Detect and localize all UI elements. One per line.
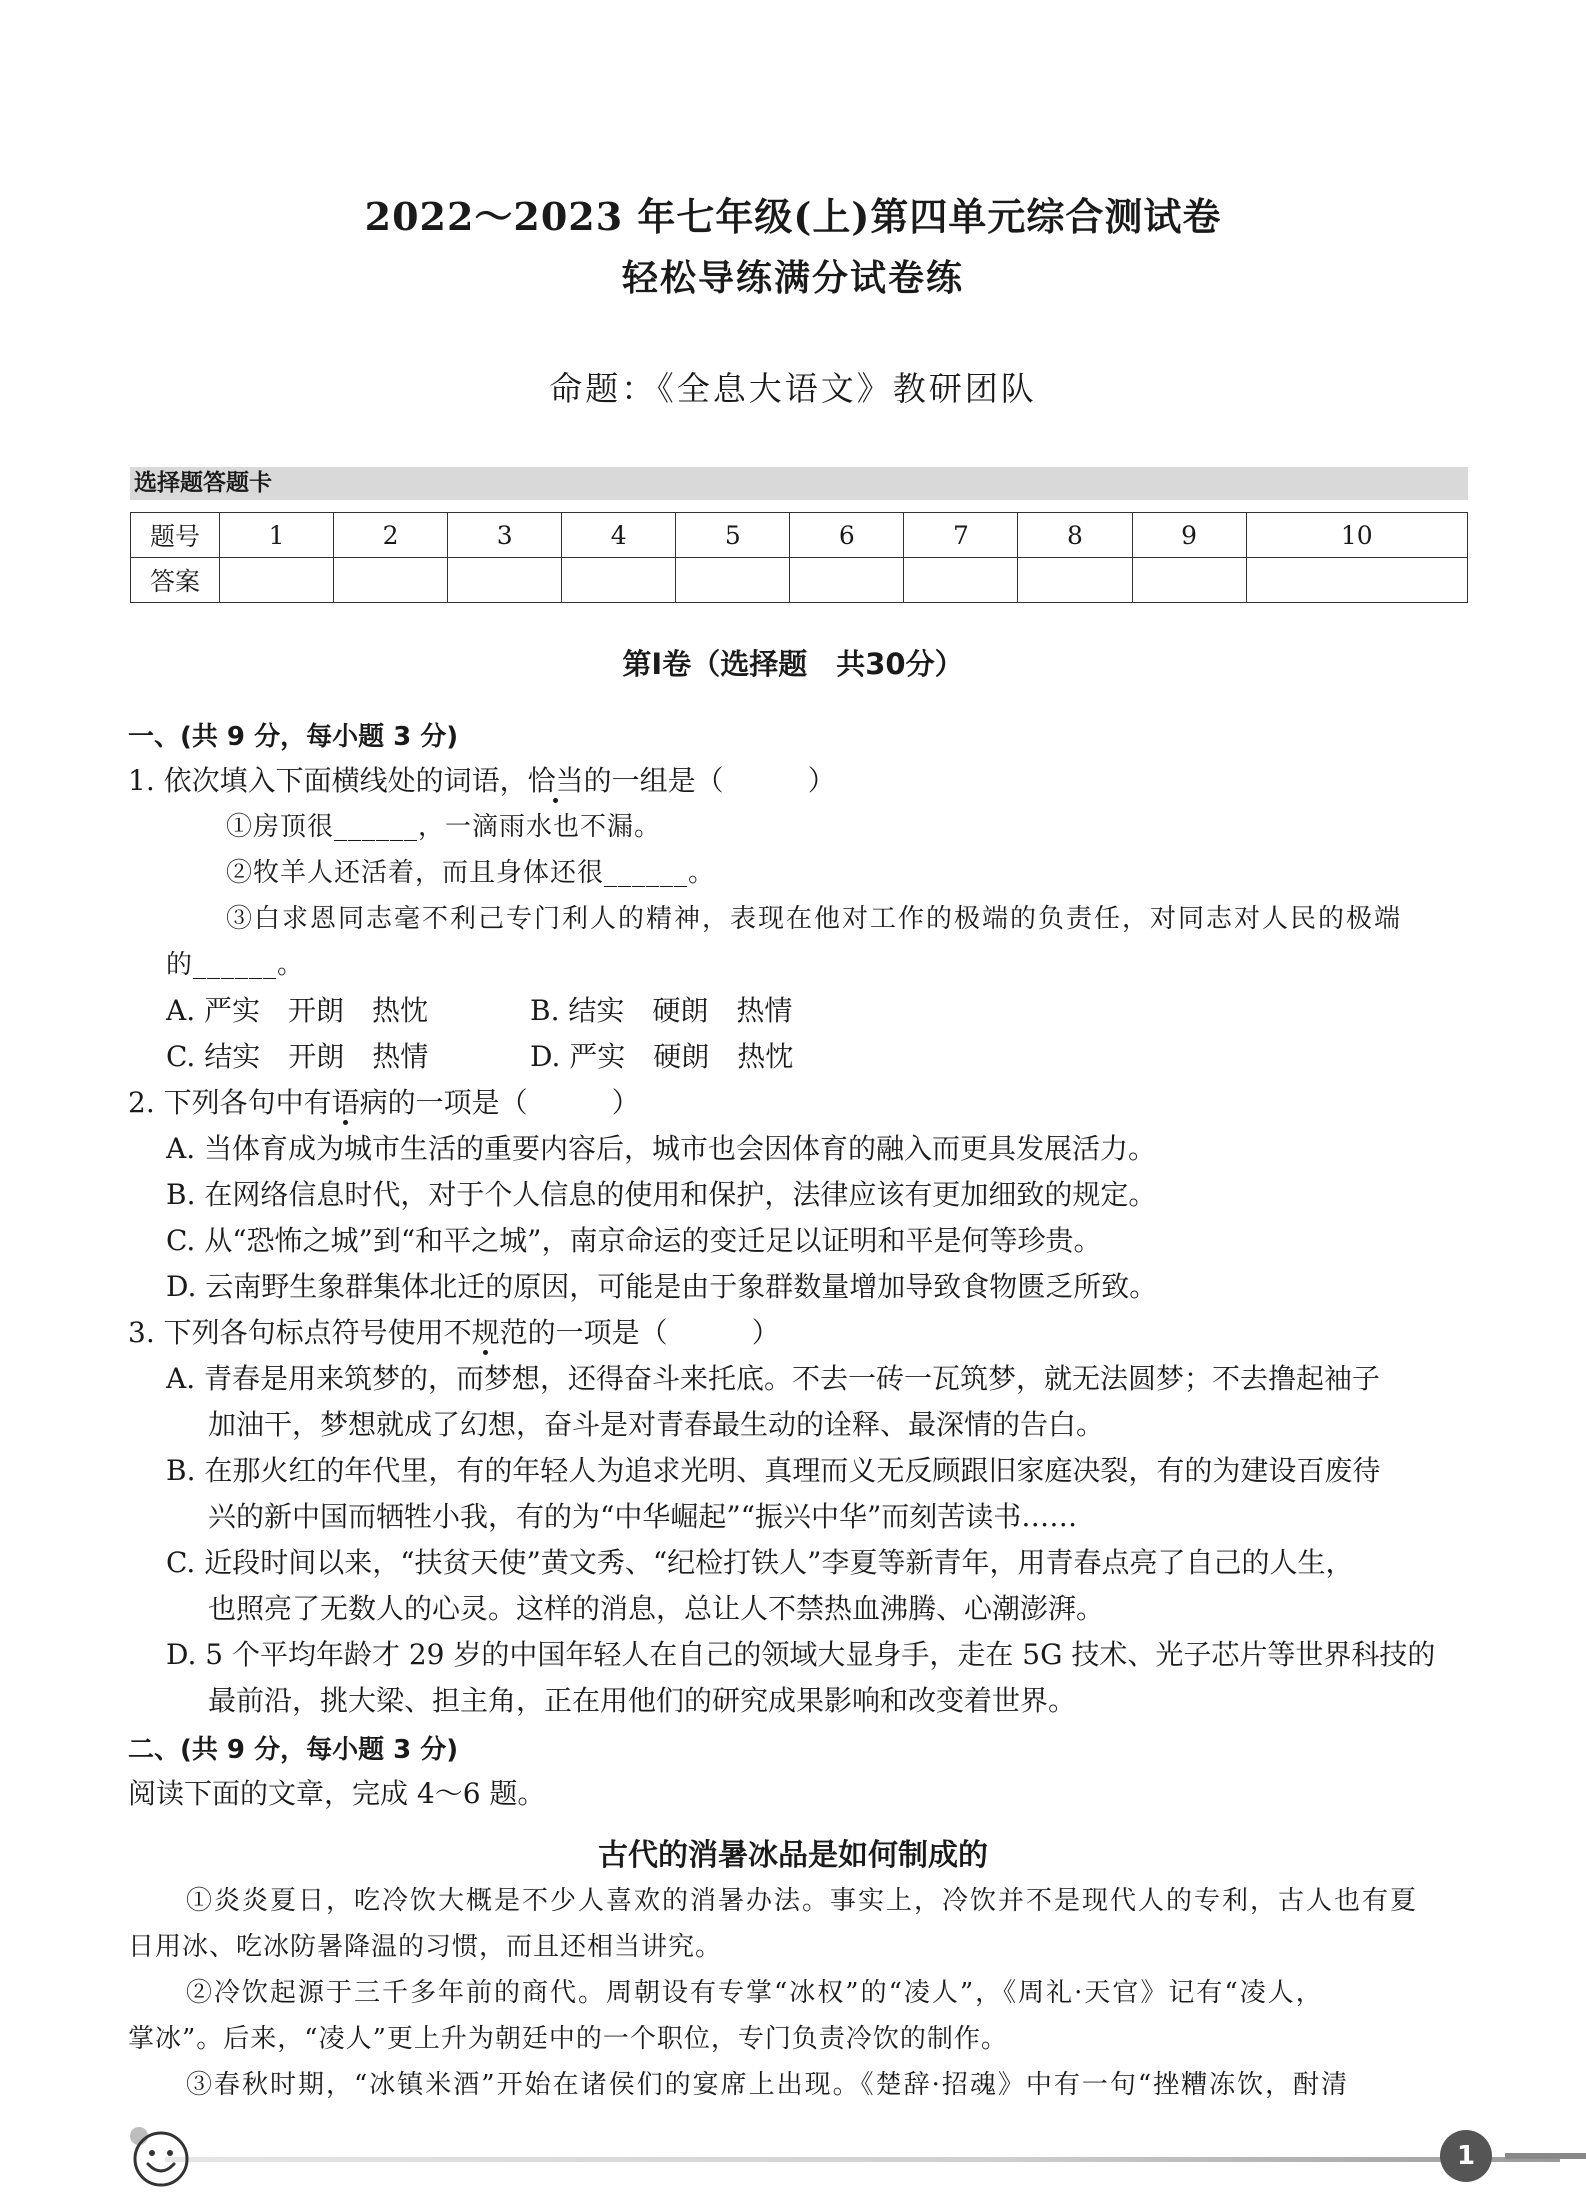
smiley-icon xyxy=(130,2128,192,2190)
answer-cell[interactable] xyxy=(790,558,904,603)
answer-card-number-row xyxy=(131,513,1468,558)
question-number-cell: 6 xyxy=(790,513,904,558)
question-number-cell: 10 xyxy=(1246,513,1467,558)
q1-emphasis: 恰当 xyxy=(527,764,584,797)
q3-option-b: B. 在那火红的年代里，有的年轻人为追求光明、真理而义无反顾跟旧家庭决裂，有的为建设百废待 xyxy=(166,1454,1381,1487)
question-number-cell: 3 xyxy=(448,513,562,558)
answer-cell[interactable] xyxy=(1246,558,1467,603)
part2-heading: 二、(共 9 分，每小题 3 分) xyxy=(128,1735,459,1765)
question-number-cell: 2 xyxy=(334,513,448,558)
q1-sentence-3-cont: 的______。 xyxy=(166,950,305,980)
question-number-cell: 4 xyxy=(562,513,676,558)
answer-cell[interactable] xyxy=(220,558,334,603)
q2-option-d: D. 云南野生象群集体北迁的原因，可能是由于象群数量增加导致食物匮乏所致。 xyxy=(166,1270,1158,1303)
q2-stem xyxy=(128,1081,640,1121)
article-paragraph-2-cont: 掌冰”。后来，“凌人”更上升为朝廷中的一个职位，专门负责冷饮的制作。 xyxy=(128,2024,1008,2054)
answer-card-answer-row xyxy=(131,558,1468,603)
q1-option-d: D. 严实 硬朗 热忱 xyxy=(530,1040,794,1073)
q3-stem-text: 3. 下列各句标点符号使用 xyxy=(128,1316,444,1349)
answer-cell[interactable] xyxy=(676,558,790,603)
answer-card-heading: 选择题答题卡 xyxy=(130,467,1468,500)
q1-sentence-2: ②牧羊人还活着，而且身体还很______。 xyxy=(226,858,716,888)
q3-option-d-cont: 最前沿，挑大梁、担主角，正在用他们的研究成果影响和改变着世界。 xyxy=(208,1684,1077,1717)
question-number-cell: 8 xyxy=(1018,513,1132,558)
q2-stem-text-end: 的一项是（ ） xyxy=(387,1086,640,1119)
question-number-cell: 1 xyxy=(220,513,334,558)
answer-row-label: 答案 xyxy=(131,558,220,603)
answer-cell[interactable] xyxy=(904,558,1018,603)
footer-rule xyxy=(165,2157,1560,2162)
q3-option-d: D. 5 个平均年龄才 29 岁的中国年轻人在自己的领域大显身手，走在 5G 技术、光子芯片等世界科技的 xyxy=(166,1638,1436,1671)
q3-option-b-cont: 兴的新中国而牺牲小我，有的为“中华崛起”“振兴中华”而刻苦读书…… xyxy=(208,1500,1078,1533)
q3-option-c-cont: 也照亮了无数人的心灵。这样的消息，总让人不禁热血沸腾、心潮澎湃。 xyxy=(208,1592,1105,1625)
q3-stem-text-end: 的一项是（ ） xyxy=(527,1316,780,1349)
answer-cell[interactable] xyxy=(562,558,676,603)
q2-option-c: C. 从“恐怖之城”到“和平之城”，南京命运的变迁足以证明和平是何等珍贵。 xyxy=(166,1224,1102,1257)
article-title: 古代的消暑冰品是如何制成的 xyxy=(598,1838,988,1873)
author-line: 命题：《全息大语文》教研团队 xyxy=(549,369,1037,408)
article-paragraph-2: ②冷饮起源于三千多年前的商代。周朝设有专掌“冰权”的“凌人”，《周礼·天官》记有“凌人， xyxy=(186,1978,1324,2008)
q1-sentence-1: ①房顶很______，一滴雨水也不漏。 xyxy=(226,812,662,842)
q3-stem xyxy=(128,1311,780,1351)
q2-emphasis: 有语病 xyxy=(303,1086,388,1119)
article-paragraph-3: ③春秋时期，“冰镇米酒”开始在诸侯们的宴席上出现。《楚辞·招魂》中有一句“挫糟冻饮，酎清 xyxy=(186,2070,1350,2100)
q2-option-b: B. 在网络信息时代，对于个人信息的使用和保护，法律应该有更加细致的规定。 xyxy=(166,1178,1157,1211)
q3-option-a: A. 青春是用来筑梦的，而梦想，还得奋斗来托底。不去一砖一瓦筑梦，就无法圆梦；不去撸起袖子 xyxy=(166,1362,1381,1395)
q2-stem-text: 2. 下列各句中 xyxy=(128,1086,304,1119)
q1-options-row-1 xyxy=(166,989,792,1029)
answer-card-table xyxy=(130,512,1468,603)
q3-option-a-cont: 加油干，梦想就成了幻想，奋斗是对青春最生动的诠释、最深情的告白。 xyxy=(208,1408,1105,1441)
q1-stem-text: 1. 依次填入下面横线处的词语， xyxy=(128,764,528,797)
article-paragraph-1: ①炎炎夏日，吃冷饮大概是不少人喜欢的消暑办法。事实上，冷饮并不是现代人的专利，古人也有夏 xyxy=(186,1886,1419,1916)
question-number-cell: 9 xyxy=(1132,513,1246,558)
q1-sentence-3: ③白求恩同志毫不利己专门利人的精神，表现在他对工作的极端的负责任，对同志对人民的极端 xyxy=(226,904,1403,934)
q3-option-c: C. 近段时间以来，“扶贫天使”黄文秀、“纪检打铁人”李夏等新青年，用青春点亮了自己的人生， xyxy=(166,1546,1354,1579)
q1-option-c: C. 结实 开朗 热情 xyxy=(166,1040,429,1073)
volume-title: 第Ⅰ卷（选择题 共30分） xyxy=(622,647,964,681)
q1-option-a: A. 严实 开朗 热忱 xyxy=(166,994,429,1027)
answer-cell[interactable] xyxy=(1132,558,1246,603)
exam-title: 2022～2023 年七年级(上)第四单元综合测试卷 xyxy=(364,194,1222,239)
number-row-label: 题号 xyxy=(131,513,220,558)
part1-heading: 一、(共 9 分，每小题 3 分) xyxy=(128,722,459,752)
answer-cell[interactable] xyxy=(1018,558,1132,603)
question-number-cell: 7 xyxy=(904,513,1018,558)
q1-stem xyxy=(128,759,836,799)
answer-cell[interactable] xyxy=(448,558,562,603)
q1-stem-text-end: 的一组是（ ） xyxy=(583,764,836,797)
part2-intro: 阅读下面的文章，完成 4～6 题。 xyxy=(128,1777,546,1810)
question-number-cell: 5 xyxy=(676,513,790,558)
page-number: 1 xyxy=(1440,2130,1492,2182)
q3-emphasis: 不规范 xyxy=(443,1316,528,1349)
q1-option-b: B. 结实 硬朗 热情 xyxy=(530,994,793,1027)
q2-option-a: A. 当体育成为城市生活的重要内容后，城市也会因体育的融入而更具发展活力。 xyxy=(166,1132,1157,1165)
q1-options-row-2 xyxy=(166,1035,793,1075)
article-paragraph-1-cont: 日用冰、吃冰防暑降温的习惯，而且还相当讲究。 xyxy=(128,1932,723,1962)
footer-rule-end xyxy=(1505,2153,1586,2159)
answer-cell[interactable] xyxy=(334,558,448,603)
exam-subtitle: 轻松导练满分试卷练 xyxy=(621,257,964,299)
